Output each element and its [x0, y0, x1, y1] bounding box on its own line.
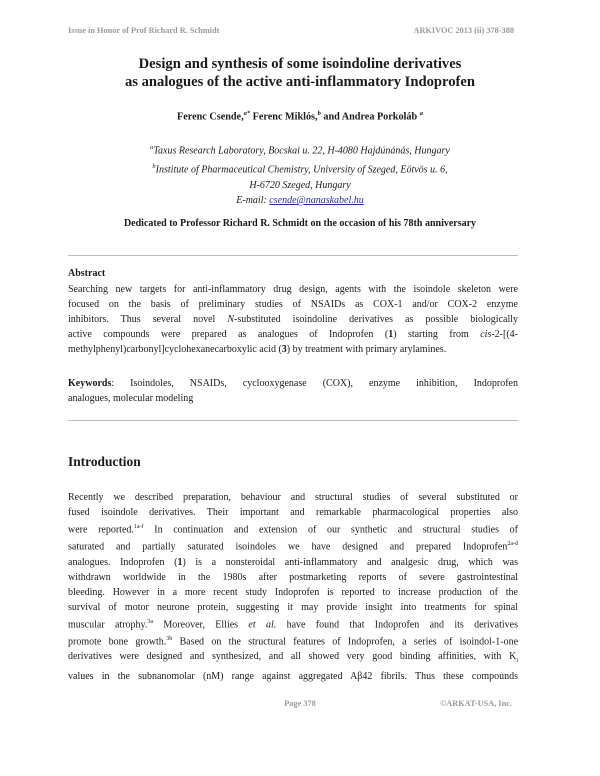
paper-title: [0, 55, 600, 91]
introduction-text: Recently we described preparation, behaviour and structural studies of several substituted or fused isoindole derivatives. Their important and remarkable pharmacological properties also were reported.$^{1a-f}$ In continuation and extension of our synthetic and structural studies of saturated and partially saturated isoindoles we have designed and prepared Indoprofen$^{2a-d}$ analogues. Indoprofen (1) is a nonsteroidal anti-inflammatory and analgesic drug, which was withdrawn worldwide in the 1980s after postmarketing reports of severe gastrointestinal bleeding. However in a more recent study Indoprofen is reported to increase production of the survival of motor neurone protein, suggesting it may provide insight into treatments for spinal muscular atrophy.$^{3a}$ Moreover, Ellies et al. have found that Indoprofen and its derivatives promote bone growth.$^{3b}$ Based on the structural features of Indoprofen, a series of isoindol-1-one derivatives were designed and synthesized, and all showed very good binding affinities, with $K_i$ values in the subnanomolar (nM) range against aggregated Aβ42 fibrils. Thus these compounds: [68, 492, 519, 683]
abstract-heading: Abstract: [68, 268, 106, 279]
title-line-1: Design and synthesis of some isoindoline derivatives: [138, 56, 462, 72]
copyright: ©ARKAT-USA, Inc.: [440, 699, 512, 708]
introduction-heading: Introduction: [68, 454, 141, 469]
dedication: Dedicated to Professor Richard R. Schmidt on the occasion of his 78th anniversary: [123, 218, 477, 229]
running-header-right: ARKIVOC 2013 (ii) 378-388: [413, 26, 514, 35]
email-line: E-mail: csende@nanaskabel.hu: [236, 195, 364, 207]
divider-top: [68, 255, 518, 256]
page-number: Page 378: [284, 699, 316, 708]
affiliation-a: $^a$Taxus Research Laboratory, Bocskai u. 22, H-4080 Hajdúnánás, Hungary: [150, 144, 450, 157]
title-line-2: as analogues of the active anti-inflammatory Indoprofen: [125, 74, 475, 90]
keywords: Keywords: Isoindoles, NSAIDs, cyclooxygenase (COX), enzyme inhibition, Indoprofen analogues, molecular modeling: [68, 378, 518, 404]
author-2-affil: b: [317, 110, 321, 117]
author-3-affil: a: [419, 110, 423, 117]
author-1-affil: a*: [243, 110, 251, 117]
running-header-left: Issue in Honor of Prof Richard R. Schmidt: [68, 26, 220, 35]
affiliations: [0, 140, 600, 209]
affiliation-b: $^b$Institute of Pharmaceutical Chemistry, University of Szeged, Eötvös u. 6,: [152, 162, 448, 176]
author-list: [0, 110, 600, 122]
affiliation-b-city: H-6720 Szeged, Hungary: [249, 179, 351, 191]
abstract-text: Searching new targets for anti-inflammatory drug design, agents with the isoindole skeleton were focused on the basis of preliminary studies of NSAIDs as COX-1 and/or COX-2 enzyme inhibitors. Thus several novel N-substituted isoindoline derivatives as possible biologically active compounds were prepared as analogues of Indoprofen (1) starting from cis-2-[(4- methylphenyl)carbonyl]cyclohexanecarboxylic acid (3) by treatment with primary arylamines.: [68, 284, 518, 355]
divider-bottom: [68, 420, 518, 421]
author-2: Ferenc Miklós,: [252, 111, 318, 123]
author-1: Ferenc Csende,: [177, 111, 244, 123]
author-3: and Andrea Porkoláb: [323, 111, 418, 123]
keywords-label: Keywords: [68, 378, 112, 389]
email-link[interactable]: csende@nanaskabel.hu: [269, 195, 364, 207]
